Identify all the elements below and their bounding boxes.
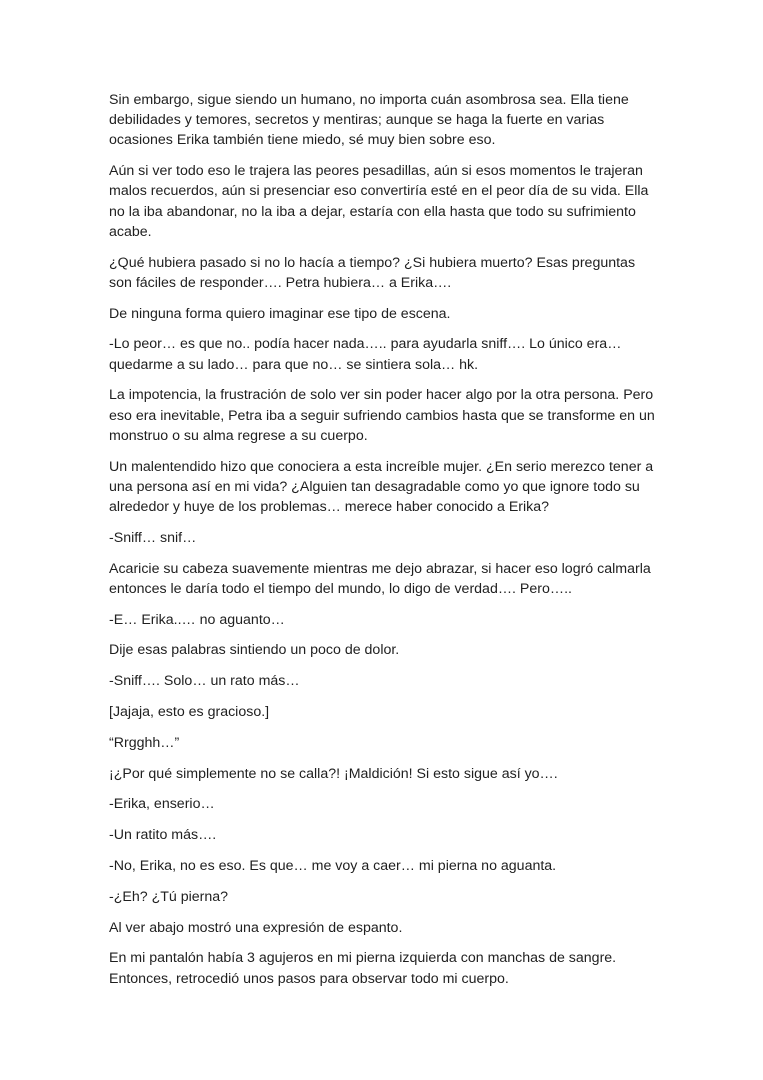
dialogue-line: [Jajaja, esto es gracioso.] <box>109 704 270 720</box>
dialogue-line: -No, Erika, no es eso. Es que… me voy a caer… mi pierna no aguanta. <box>109 857 557 874</box>
paragraph: Al ver abajo mostró una expresión de espanto. <box>109 919 403 936</box>
dialogue-line: -Sniff…. Solo… un rato más… <box>109 673 300 690</box>
document-body <box>109 90 657 999</box>
paragraph: Sin embargo, sigue siendo un humano, no importa cuán asombrosa sea. Ella tiene debilidades y temores, secretos y mentiras; aunque se haga la fuerte en varias ocasiones Erika también tiene miedo, sé muy bien sobre eso. <box>109 92 629 149</box>
paragraph: Dije esas palabras sintiendo un poco de dolor. <box>109 642 400 659</box>
dialogue-line: -Un ratito más…. <box>109 827 217 844</box>
paragraph: ¿Qué hubiera pasado si no lo hacía a tiempo? ¿Si hubiera muerto? Esas preguntas son fáciles de responder…. Petra hubiera… a Erika…. <box>109 254 636 291</box>
dialogue-line: -E… Erika..… no aguanto… <box>109 611 285 628</box>
dialogue-line: -¿Eh? ¿Tú pierna? <box>109 888 229 905</box>
dialogue-line: -Erika, enserio… <box>109 796 215 813</box>
paragraph: La impotencia, la frustración de solo ver sin poder hacer algo por la otra persona. Pero eso era inevitable, Petra iba a seguir sufriendo cambios hasta que se transforme en un monstruo o su alma regrese a su cuerpo. <box>109 387 655 444</box>
paragraph: Aún si ver todo eso le trajera las peores pesadillas, aún si esos momentos le trajeran malos recuerdos, aún si presenciar eso convertiría esté en el peor día de su vida. Ella no la iba abandonar, no la iba a dejar, estaría con ella hasta que todo su sufrimiento acabe. <box>109 163 649 240</box>
paragraph: En mi pantalón había 3 agujeros en mi pierna izquierda con manchas de sangre. Entonces, retrocedió unos pasos para observar todo mi cuerpo. <box>109 950 617 987</box>
paragraph: Un malentendido hizo que conociera a esta increíble mujer. ¿En serio merezco tener a una persona así en mi vida? ¿Alguien tan desagradable como yo que ignore todo su alrededor y huye de los problemas… merece haber conocido a Erika? <box>109 458 654 516</box>
paragraph: De ninguna forma quiero imaginar ese tipo de escena. <box>109 305 451 322</box>
dialogue-line: -Sniff… snif… <box>109 529 197 546</box>
paragraph: Acaricie su cabeza suavemente mientras me dejo abrazar, si hacer eso logró calmarla entonces le daría todo el tiempo del mundo, lo digo de verdad…. Pero….. <box>109 560 651 597</box>
paragraph: -Lo peor… es que no.. podía hacer nada….. para ayudarla sniff…. Lo único era… quedarme a su lado… para que no… se sintiera sola… hk. <box>109 336 622 373</box>
paragraph: ¡¿Por qué simplemente no se calla?! ¡Maldición! Si esto sigue así yo…. <box>109 765 558 782</box>
dialogue-line: “Rrgghh…” <box>109 734 180 751</box>
